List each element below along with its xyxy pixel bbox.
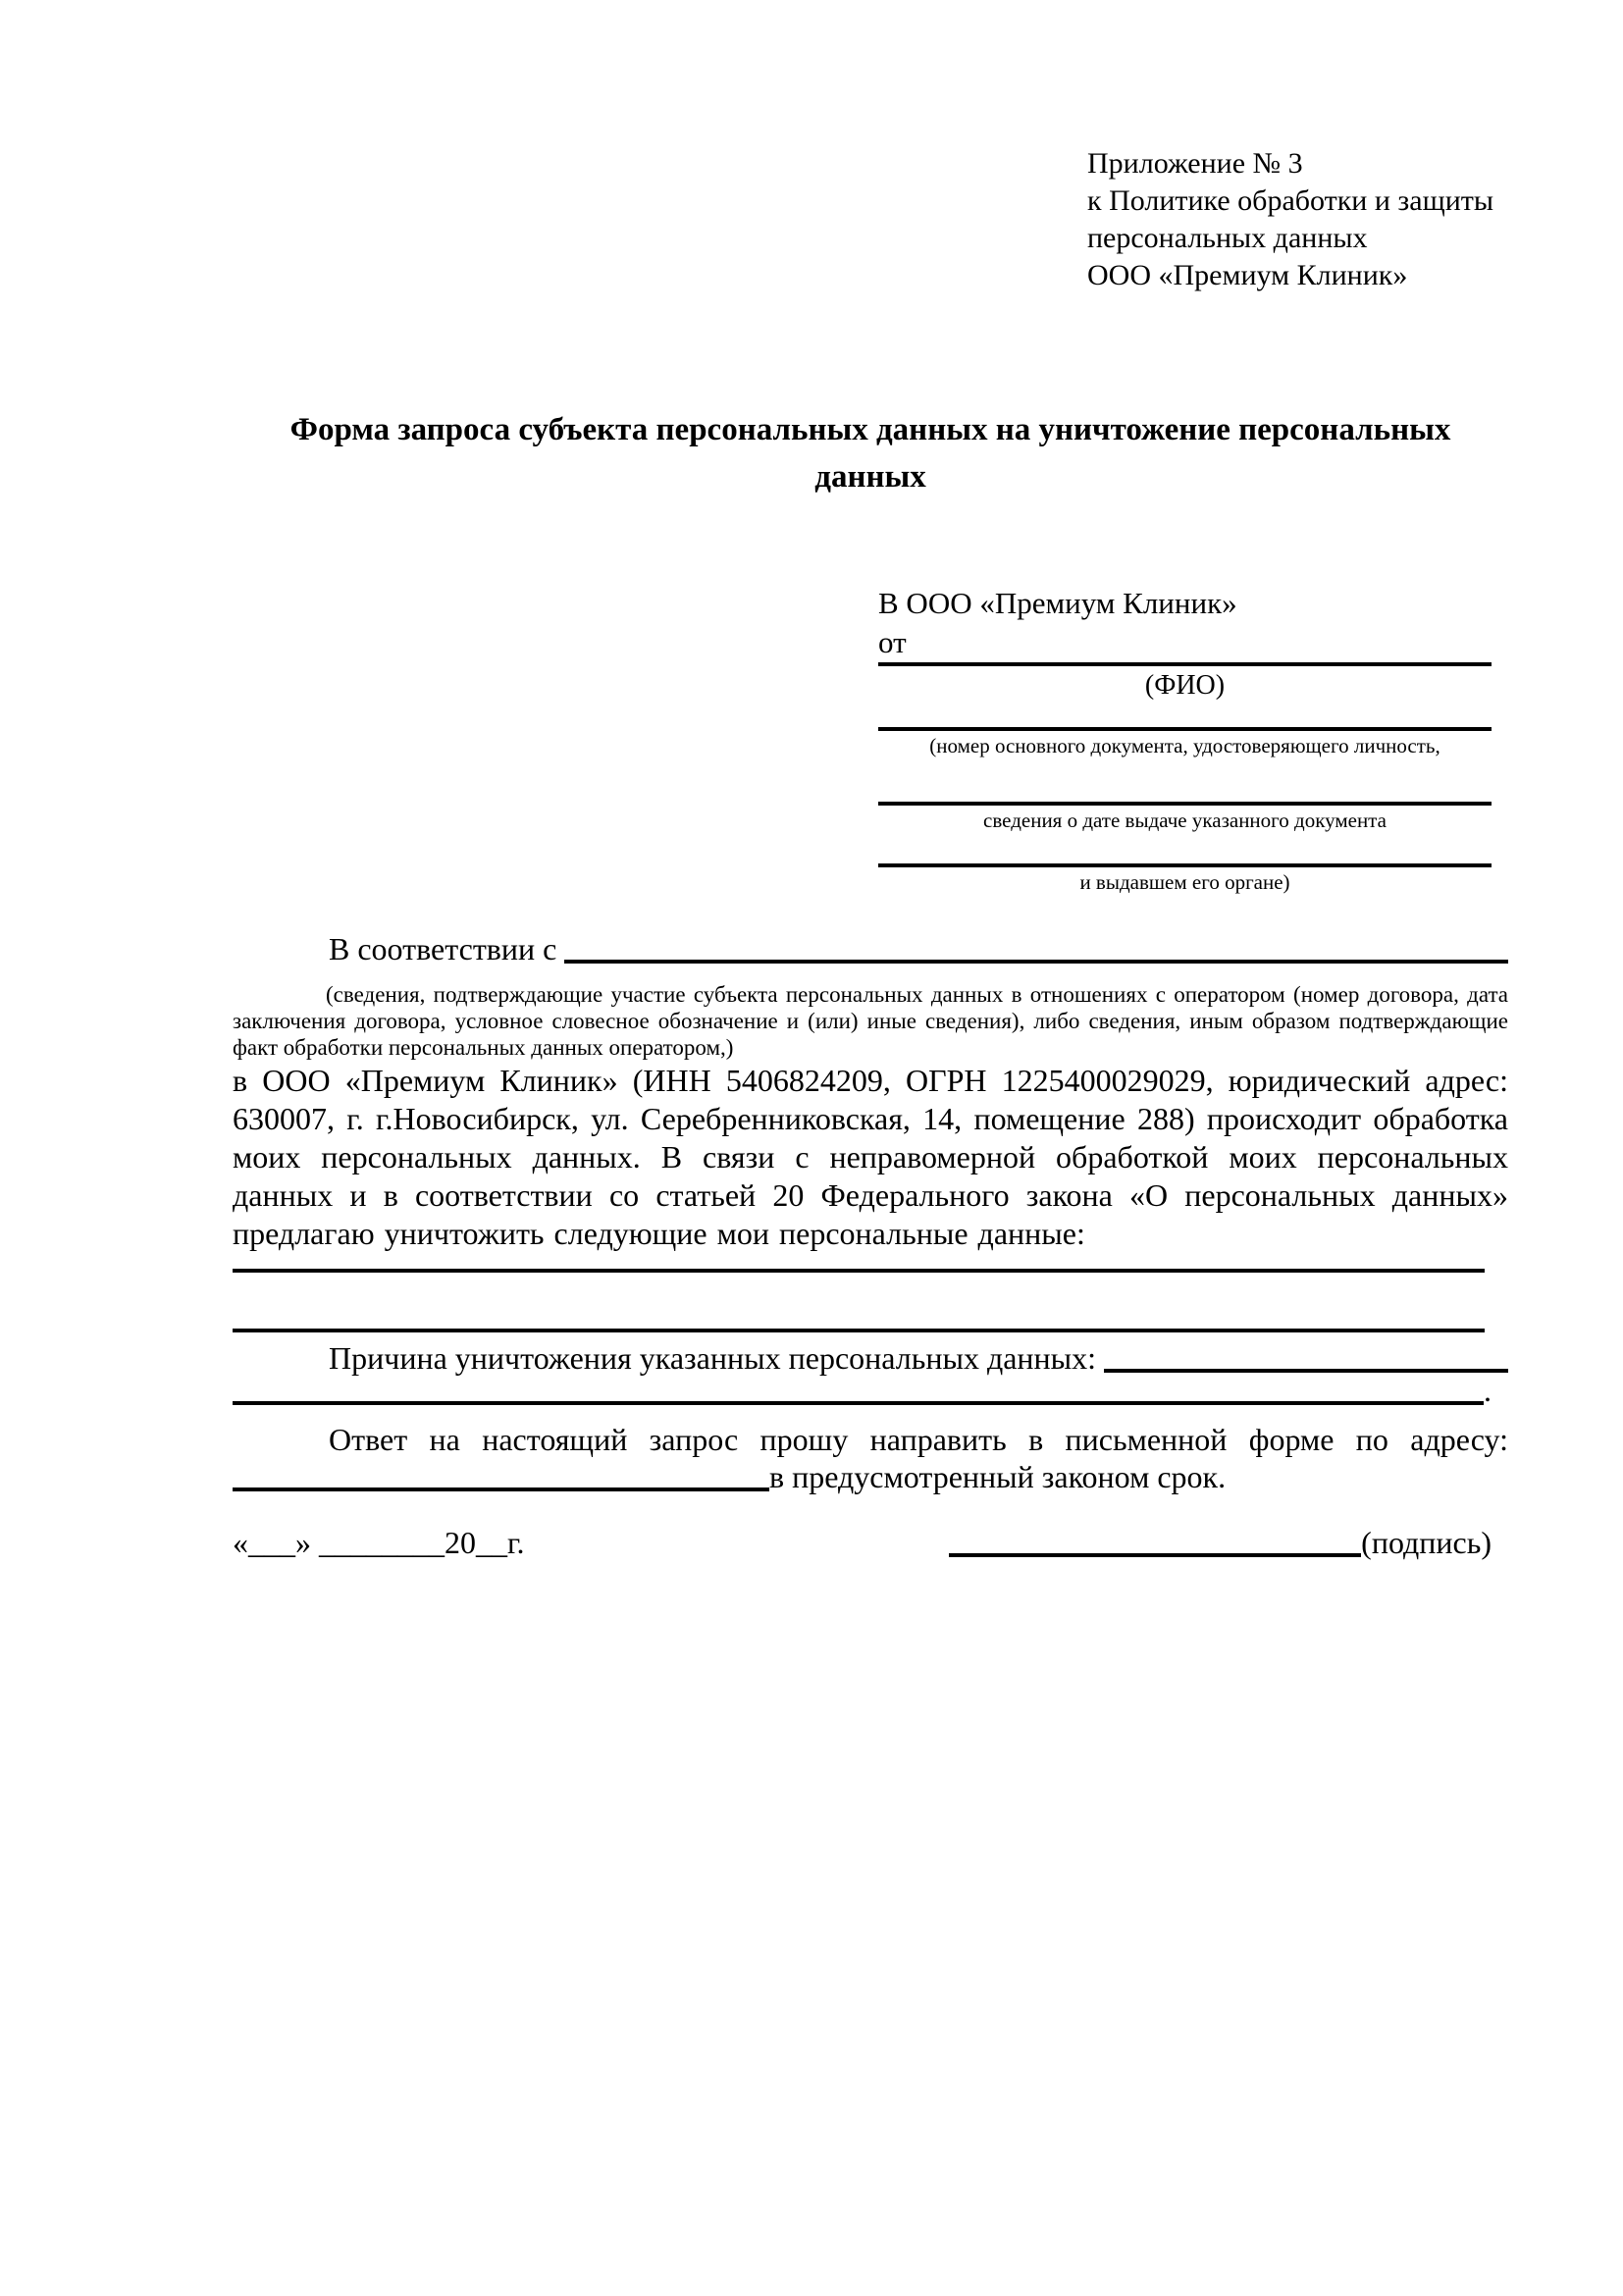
accordance-field-line bbox=[564, 960, 1508, 964]
data-to-destroy-line-1 bbox=[233, 1269, 1485, 1273]
address-field-line bbox=[233, 1487, 769, 1491]
reason-continuation-row bbox=[233, 1372, 1492, 1410]
addressee-to: В ООО «Премиум Клиник» bbox=[878, 586, 1237, 620]
signature-caption: (подпись) bbox=[1361, 1525, 1492, 1560]
issuing-authority-field-caption: и выдавшем его органе) bbox=[1079, 870, 1290, 894]
footer-row bbox=[233, 1523, 1492, 1562]
annex-header-line: Приложение № 3 bbox=[1087, 147, 1303, 180]
fio-field-line bbox=[878, 662, 1492, 666]
document-date-field-caption: сведения о дате выдаче указанного документа bbox=[983, 809, 1387, 832]
reason-label: Причина уничтожения указанных персональных данных: bbox=[329, 1340, 1097, 1376]
annex-header-line: к Политике обработки и защиты bbox=[1087, 184, 1494, 217]
date-fill-in: «___» ________20__г. bbox=[233, 1525, 525, 1560]
response-tail-text: в предусмотренный законом срок. bbox=[769, 1459, 1227, 1494]
reason-continuation-line bbox=[233, 1401, 1484, 1405]
issuing-authority-field-line bbox=[878, 863, 1492, 867]
data-to-destroy-line-2 bbox=[233, 1329, 1485, 1332]
response-address-row bbox=[233, 1458, 1508, 1496]
accordance-label: В соответствии с bbox=[329, 931, 557, 966]
signature-group bbox=[949, 1523, 1492, 1562]
annex-header-line: персональных данных bbox=[1087, 222, 1368, 254]
document-date-field-line bbox=[878, 802, 1492, 806]
addressee-from: от bbox=[878, 625, 907, 659]
document-title: Форма запроса субъекта персональных данных на уничтожение персональных данных bbox=[289, 412, 1451, 495]
annex-header-line: ООО «Премиум Клиник» bbox=[1087, 259, 1408, 291]
annex-header bbox=[1087, 145, 1493, 294]
addressee-block bbox=[878, 584, 1492, 908]
main-paragraph: в ООО «Премиум Клиник» (ИНН 5406824209, ОГРН 1225400029029, юридический адрес: 630007, г. г.Новосибирск, ул. Серебренниковская, 14, помещение 288) происходит обработка моих персональных данных. В связи с неправомерной обработкой моих персональных данных и в соответствии со статьей 20 Федерального закона «О персональных данных» предлагаю уничтожить следующие мои персональные данные: bbox=[233, 1063, 1508, 1251]
document-number-field-line bbox=[878, 727, 1492, 731]
document-number-field-caption: (номер основного документа, удостоверяющего личность, bbox=[929, 734, 1440, 757]
accordance-row bbox=[233, 930, 1508, 968]
fio-field-caption: (ФИО) bbox=[1144, 670, 1226, 701]
accordance-note: (сведения, подтверждающие участие субъекта персональных данных в отношениях с оператором (номер договора, дата заключения договора, условное словесное обозначение и (или) иные сведения), либо сведения, иным образом подтверждающие факт обработки персональных данных оператором,) bbox=[233, 982, 1508, 1060]
signature-field-line bbox=[949, 1553, 1361, 1557]
reason-line-period: . bbox=[1484, 1373, 1492, 1408]
response-request-line: Ответ на настоящий запрос прошу направить в письменной форме по адресу: bbox=[329, 1422, 1508, 1457]
